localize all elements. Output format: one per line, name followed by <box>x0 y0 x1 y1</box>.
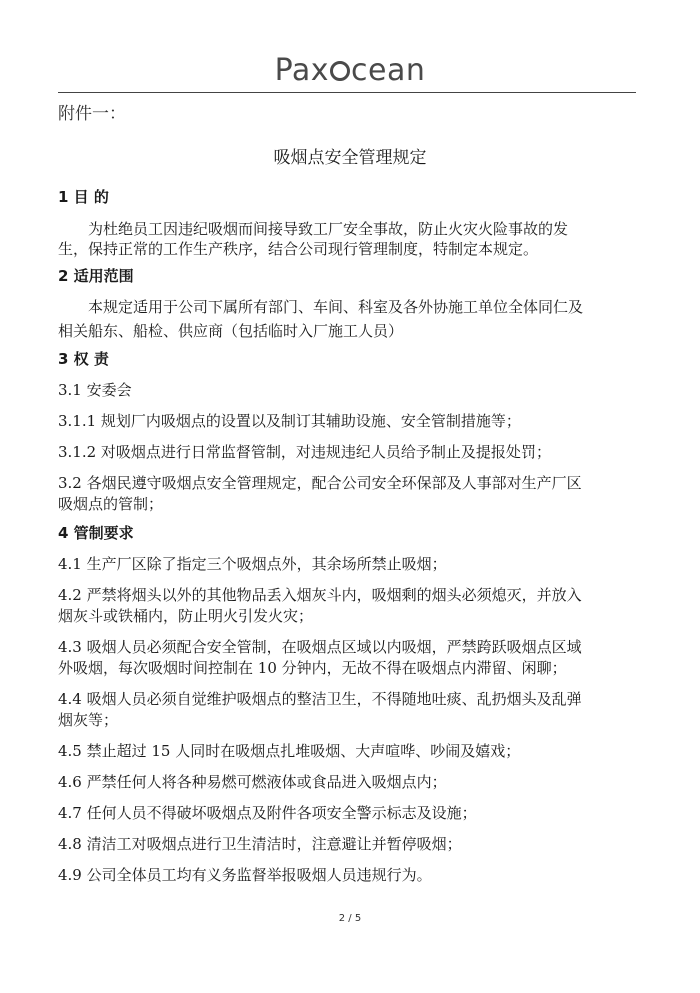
section-3-1-2: 3.1.2 对吸烟点进行日常监督管制，对违规违纪人员给予制止及提报处罚； <box>58 443 551 461</box>
logo-text-part1: Pax <box>274 53 330 88</box>
logo-text-part2: cean <box>351 53 426 88</box>
section-1-line-1: 为杜绝员工因违纪吸烟而间接导致工厂安全事故，防止火灾火险事故的发 <box>88 220 569 238</box>
logo-o-icon <box>330 61 350 81</box>
section-4-4-line-2: 烟灰等； <box>58 711 119 729</box>
page-number: 2 / 5 <box>338 913 362 924</box>
header-divider <box>58 92 636 93</box>
section-3-heading: 3 权 责 <box>58 350 109 368</box>
section-4-8: 4.8 清洁工对吸烟点进行卫生清洁时，注意避让并暂停吸烟； <box>58 835 462 853</box>
section-4-9: 4.9 公司全体员工均有义务监督举报吸烟人员违规行为。 <box>58 866 432 884</box>
section-3-2-line-2: 吸烟点的管制； <box>58 495 164 513</box>
section-4-2-line-1: 4.2 严禁将烟头以外的其他物品丢入烟灰斗内，吸烟剩的烟头必须熄灭，并放入 <box>58 586 582 604</box>
section-2-line-1: 本规定适用于公司下属所有部门、车间、科室及各外协施工单位全体同仁及 <box>88 298 584 316</box>
section-1-heading: 1 目 的 <box>58 188 109 206</box>
section-3-1: 3.1 安委会 <box>58 381 132 399</box>
paxocean-logo <box>0 54 700 88</box>
attachment-label: 附件一： <box>58 104 126 124</box>
section-4-3-line-2: 外吸烟，每次吸烟时间控制在 10 分钟内，无故不得在吸烟点内滞留、闲聊； <box>58 659 567 677</box>
section-4-7: 4.7 任何人员不得破坏吸烟点及附件各项安全警示标志及设施； <box>58 804 477 822</box>
section-4-6: 4.6 严禁任何人将各种易燃可燃液体或食品进入吸烟点内； <box>58 773 447 791</box>
section-3-2-line-1: 3.2 各烟民遵守吸烟点安全管理规定，配合公司安全环保部及人事部对生产厂区 <box>58 474 582 492</box>
section-4-5: 4.5 禁止超过 15 人同时在吸烟点扎堆吸烟、大声喧哗、吵闹及嬉戏； <box>58 742 521 760</box>
section-4-2-line-2: 烟灰斗或铁桶内，防止明火引发火灾； <box>58 607 314 625</box>
section-4-3-line-1: 4.3 吸烟人员必须配合安全管制，在吸烟点区域以内吸烟，严禁跨跃吸烟点区域 <box>58 638 582 656</box>
section-4-4-line-1: 4.4 吸烟人员必须自觉维护吸烟点的整洁卫生，不得随地吐痰、乱扔烟头及乱弹 <box>58 690 582 708</box>
section-3-1-1: 3.1.1 规划厂内吸烟点的设置以及制订其辅助设施、安全管制措施等； <box>58 412 521 430</box>
section-1-line-2: 生，保持正常的工作生产秩序，结合公司现行管理制度，特制定本规定。 <box>58 240 539 258</box>
document-title: 吸烟点安全管理规定 <box>273 148 427 168</box>
section-2-heading: 2 适用范围 <box>58 267 134 285</box>
section-4-heading: 4 管制要求 <box>58 524 134 542</box>
section-4-1: 4.1 生产厂区除了指定三个吸烟点外，其余场所禁止吸烟； <box>58 555 447 573</box>
section-2-line-2: 相关船东、船检、供应商（包括临时入厂施工人员） <box>58 322 404 340</box>
